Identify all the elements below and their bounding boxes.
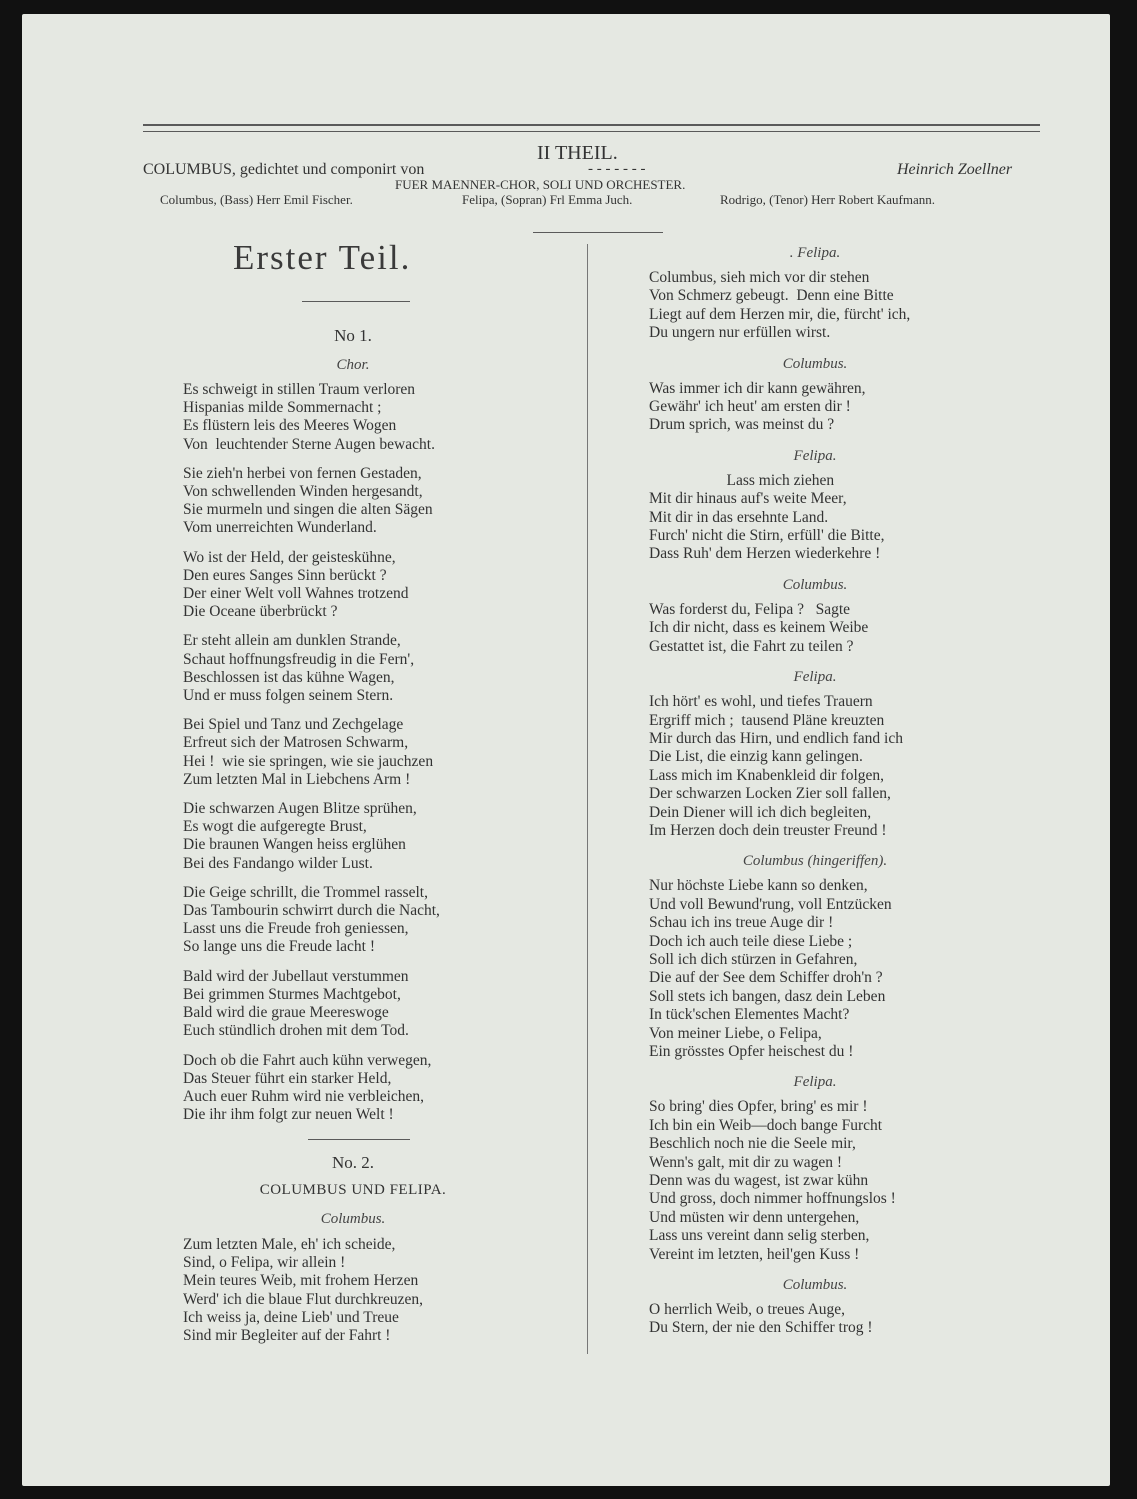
number-2-heading: No. 2. [331, 1153, 375, 1172]
speaker-verse: Was forderst du, Felipa ? Sagte Ich dir nicht, dass es keinem Weibe Gestattet ist, die Fahrt zu teilen ? [649, 600, 869, 655]
speaker-role: Felipa. [793, 447, 837, 464]
dialogue-block [649, 356, 1029, 435]
speaker-verse: Columbus, sieh mich vor dir stehen Von Schmerz gebeugt. Denn eine Bitte Liegt auf dem Herzen mir, die, fürcht' ich, Du ungern nur erfüllen wirst. [649, 269, 911, 342]
composer-name: Heinrich Zoellner [897, 161, 1013, 178]
number-1-heading: No 1. [334, 326, 372, 345]
dialogue-block [649, 448, 1029, 564]
stanza: Bei Spiel und Tanz und Zechgelage Erfreut sich der Matrosen Schwarm, Hei ! wie sie springen, wie sie jauchzen Zum letzten Mal in Liebchens Arm ! [183, 716, 434, 788]
chor-verse [183, 381, 543, 1135]
number-2-verse: Zum letzten Male, eh' ich scheide, Sind, o Felipa, wir allein ! Mein teures Weib, mit frohem Herzen Werd' ich die blaue Flut durchkreuzen, Ich weiss ja, deine Lieb' und Treue Sind mir Begleiter auf der Fahrt ! [183, 1236, 423, 1345]
work-line-dashes: - - - - - - - [588, 161, 646, 177]
stanza: Die schwarzen Augen Blitze sprühen, Es wogt die aufgeregte Brust, Die braunen Wangen heiss erglühen Bei des Fandango wilder Lust. [183, 800, 417, 872]
dialogue-block [649, 669, 1029, 840]
number-2-rule [308, 1139, 410, 1140]
dialogue-block [649, 1277, 1029, 1338]
header-rule-top [143, 124, 1040, 126]
stanza: Die Geige schrillt, die Trommel rasselt, Das Tambourin schwirrt durch die Nacht, Lasst uns die Freude froh geniessen, So lange uns die Freude lacht ! [183, 883, 440, 956]
chor-role: Chor. [336, 357, 370, 373]
dialogue-block [649, 577, 1029, 656]
stanza: Er steht allein am dunklen Strande, Schaut hoffnungsfreudig in die Fern', Beschlossen ist das kühne Wagen, Und er muss folgen seinem Stern. [183, 632, 415, 705]
stanza: Bald wird der Jubellaut verstummen Bei grimmen Sturmes Machtgebot, Bald wird die graue Meereswoge Euch stündlich drohen mit dem Tod. [183, 967, 409, 1040]
cast-columbus: Columbus, (Bass) Herr Emil Fischer. [160, 192, 353, 207]
dialogue-block [649, 1074, 1029, 1264]
speaker-verse: Was immer ich dir kann gewähren, Gewähr' ich heut' am ersten dir ! Drum sprich, was meinst du ? [649, 379, 866, 434]
part-heading: II THEIL. [537, 142, 618, 164]
number-2-role: Columbus. [320, 1211, 386, 1227]
number-2-title: COLUMBUS UND FELIPA. [259, 1182, 447, 1198]
stanza: Wo ist der Held, der geisteskühne, Den eures Sanges Sinn berückt ? Der einer Welt voll Wahnes trotzend Die Oceane überbrückt ? [183, 548, 409, 621]
speaker-role: Felipa. [793, 669, 837, 686]
dialogue-block [649, 853, 1029, 1061]
cast-rodrigo: Rodrigo, (Tenor) Herr Robert Kaufmann. [720, 192, 935, 207]
speaker-verse: Lass mich ziehen Mit dir hinaus auf's weite Meer, Mit dir in das ersehnte Land. Furch' nicht die Stirn, erfüll' die Bitte, Dass Ruh' dem Herzen wiederkehre ! [649, 471, 885, 563]
stanza: Sie zieh'n herbei von fernen Gestaden, Von schwellenden Winden hergesandt, Sie murmeln und singen die alten Sägen Vom unerreichten Wunderland. [183, 464, 433, 537]
cast-felipa: Felipa, (Sopran) Frl Emma Juch. [462, 192, 633, 207]
stanza: Es schweigt in stillen Traum verloren Hispanias milde Sommernacht ; Es flüstern leis des Meeres Wogen Von leuchtender Sterne Augen bewacht. [183, 381, 435, 453]
title-rule [302, 301, 410, 302]
stanza: Doch ob die Fahrt auch kühn verwegen, Das Steuer führt ein starker Held, Auch euer Ruhm wird nie verbleichen, Die ihr ihm folgt zur neuen Welt ! [183, 1051, 432, 1124]
dialogue-block [649, 245, 1029, 343]
header-divider [533, 232, 663, 233]
work-line: COLUMBUS, gedichtet und componirt von [143, 161, 425, 178]
speaker-role: Columbus (hingeriffen). [742, 853, 888, 870]
speaker-verse: Nur höchste Liebe kann so denken, Und voll Bewund'rung, voll Entzücken Schau ich ins treue Auge dir ! Doch ich auch teile diese Liebe ; Soll ich dich stürzen in Gefahren, Die auf der See dem Schiffer droh'n ? Soll stets ich bangen, dasz dein Leben In tück'schen Elementes Macht? Von meiner Liebe, o Felipa, Ein grösstes Opfer heischest du ! [649, 877, 892, 1060]
column-divider [587, 244, 588, 1354]
speaker-role: . Felipa. [789, 245, 841, 261]
section-title: Erster Teil. [233, 238, 412, 277]
speaker-role: Columbus. [782, 1277, 848, 1294]
speaker-role: Columbus. [782, 576, 848, 593]
header-rule-bottom [143, 131, 1040, 132]
dialogue-column [649, 245, 1029, 1351]
speaker-role: Columbus. [782, 355, 848, 372]
speaker-verse: O herrlich Weib, o treues Auge, Du Stern, der nie den Schiffer trog ! [649, 1301, 873, 1337]
speaker-verse: So bring' dies Opfer, bring' es mir ! Ich bin ein Weib—doch bange Furcht Beschlich noch nie die Seele mir, Wenn's galt, mit dir zu wagen ! Denn was du wagest, ist zwar kühn Und gross, doch nimmer hoffnungslos ! Und müsten wir denn untergehen, Lass uns vereint dann selig sterben, Vereint im letzten, heil'gen Kuss ! [649, 1098, 896, 1263]
work-subtitle: FUER MAENNER-CHOR, SOLI UND ORCHESTER. [395, 177, 686, 192]
speaker-role: Felipa. [793, 1074, 837, 1091]
speaker-verse: Ich hört' es wohl, und tiefes Trauern Ergriff mich ; tausend Pläne kreuzten Mir durch das Hirn, und endlich fand ich Die List, die einzig kann gelingen. Lass mich im Knabenkleid dir folgen, Der schwarzen Locken Zier soll fallen, Dein Diener will ich dich begleiten, Im Herzen doch dein treuster Freund ! [649, 693, 903, 839]
